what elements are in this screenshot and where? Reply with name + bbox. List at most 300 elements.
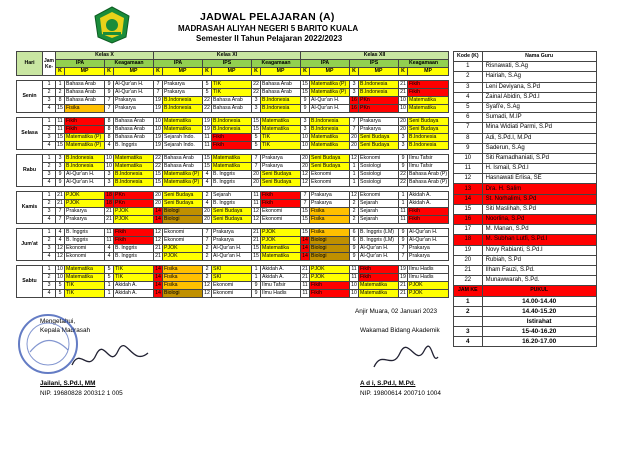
bell-pukul: 14.00-14.40 [482, 296, 596, 306]
subject-cell: Bahasa Arab [114, 126, 154, 134]
subject-cell: Fisika [163, 274, 203, 282]
subject-cell: Al-Qur'an H. [310, 97, 350, 105]
teacher-code: 2 [350, 208, 359, 216]
left-sign-title: Mengetahui, [40, 318, 76, 325]
subject-cell: Bahasa Arab [212, 97, 252, 105]
subject-cell: TIK [212, 81, 252, 89]
subject-cell: Fikih [212, 142, 252, 150]
subject-cell: Prakarya [163, 89, 203, 97]
teacher-code: 15 [454, 204, 483, 214]
subject-cell: Matematika [359, 282, 399, 290]
teacher-code: 22 [253, 81, 259, 87]
subject-cell: PJOK [408, 282, 449, 290]
teacher-code: 22 [155, 163, 161, 169]
right-sign-name: A d i, S.Pd.I, M.Pd. [360, 380, 416, 387]
subject-cell: Biologi [310, 245, 350, 253]
teacher-code: 15 [302, 216, 308, 222]
teacher-code: 14 [155, 266, 161, 272]
subject-cell: Prakarya [310, 200, 350, 208]
subject-cell: Prakarya [212, 229, 252, 237]
teacher-code: 7 [154, 89, 163, 97]
teacher-code: 22 [253, 89, 259, 95]
subject-cell: Matematika [65, 274, 105, 282]
subject-cell: TIK [65, 290, 105, 298]
subject-cell: Fikih [359, 266, 399, 274]
subject-cell: Sejarah Indo. [163, 134, 203, 142]
hari-header: Hari [17, 52, 43, 76]
jam-number: 1 [43, 266, 56, 274]
mp-header: MP [114, 68, 154, 76]
teacher-code: 10 [351, 282, 357, 288]
subject-cell: Fikih [114, 237, 154, 245]
teacher-code: 21 [57, 200, 63, 206]
jam-number: 4 [43, 290, 56, 298]
teacher-code: 21 [400, 81, 406, 87]
teacher-code: 3 [350, 81, 359, 89]
jam-number: 3 [43, 282, 56, 290]
teacher-code: 2 [203, 274, 212, 282]
teacher-code: 12 [155, 229, 161, 235]
madrasah-logo [92, 6, 132, 44]
teacher-code: 2 [350, 200, 359, 208]
teacher-code: 22 [204, 105, 210, 111]
subject-cell: Ekonomi [310, 171, 350, 179]
teacher-name: Sumadi, M.IP [482, 113, 596, 123]
subject-cell: B. Inggris (LM) [359, 229, 399, 237]
teacher-code: 9 [252, 282, 261, 290]
teacher-code: 16 [351, 105, 357, 111]
teacher-code: 11 [253, 192, 259, 198]
subject-cell: PJOK [310, 274, 350, 282]
k-header: K [203, 68, 212, 76]
bell-pukul: 16.20-17.00 [482, 337, 596, 347]
subject-cell: B.Indonesia [310, 118, 350, 126]
header-row-kelas [17, 52, 449, 60]
bell-pukul: 15-40-16.20 [482, 327, 596, 337]
teacher-row [454, 62, 597, 72]
teacher-code: 20 [253, 179, 259, 185]
schedule-row [17, 274, 449, 282]
subject-cell: Bahasa Arab (P) [409, 171, 448, 177]
jam-number: 2 [43, 126, 56, 134]
header-row-groups [17, 60, 449, 68]
subject-cell: Al-Qur'an H. [359, 245, 399, 253]
jam-number: 4 [43, 142, 56, 150]
subject-cell: Fisika [65, 105, 105, 113]
teacher-name: Adi, S.Pd.I, M.Pd [482, 133, 596, 143]
teacher-code: 11 [57, 118, 63, 124]
teacher-code: 15 [155, 179, 161, 185]
teacher-row [454, 133, 597, 143]
subject-cell: Matematika [261, 245, 301, 253]
jam-number: 2 [43, 274, 56, 282]
teacher-code: 5 [105, 266, 114, 274]
schedule-row [17, 208, 449, 216]
subject-cell: Ekonomi [65, 245, 105, 253]
teacher-code: 20 [253, 171, 259, 177]
teacher-code: 1 [105, 290, 114, 298]
schedule-row [17, 134, 449, 142]
group-header-7: Keagamaan [399, 60, 449, 68]
k-header: K [56, 68, 65, 76]
jam-number: 2 [43, 200, 56, 208]
subject-cell: Bahasa Arab [163, 155, 203, 163]
subject-cell: Fikih [212, 134, 252, 142]
teacher-name: Saderun, S.Ag [482, 143, 596, 153]
subject-cell: Fisika [163, 266, 203, 274]
teacher-code: 18 [454, 235, 483, 245]
subject-cell: Fikih [310, 290, 350, 298]
subject-cell: Ekonomi [163, 237, 203, 245]
teacher-row [454, 92, 597, 102]
subject-cell: Matematika [310, 142, 350, 150]
subject-cell: Bahasa Arab [212, 105, 252, 113]
teacher-name: Siti Ramadhaniati, S.Pd [482, 153, 596, 163]
teacher-code: 14 [302, 245, 308, 251]
kelas-xii-header: Kelas XII [301, 52, 449, 60]
k-header: K [301, 68, 310, 76]
teacher-code: 17 [454, 225, 483, 235]
subject-cell: Prakarya [261, 155, 301, 163]
day-name: Rabu [17, 155, 43, 187]
teacher-code: 16 [454, 215, 483, 225]
teacher-code: 19 [155, 142, 161, 148]
subject-cell: Akidah A. [114, 282, 154, 290]
subject-cell: PJOK [65, 192, 105, 200]
teacher-code: 3 [105, 171, 114, 179]
subject-cell: Al-Qur'an H. [212, 245, 252, 253]
jam-number: 3 [43, 97, 56, 105]
day-name: Senin [17, 81, 43, 113]
subject-cell: TIK [212, 89, 252, 97]
teacher-name: Novy Rabianti, S.Pd.I [482, 245, 596, 255]
subject-cell: Matematika [212, 155, 252, 163]
teacher-code: 10 [302, 142, 308, 148]
subject-cell: Prakarya [114, 97, 154, 105]
teacher-name: M. Subhan Lutfi, S.Pd.I [482, 235, 596, 245]
teacher-name: Ilham Fauzi, S.Pd. [482, 265, 596, 275]
subject-cell: Seni Budaya [359, 134, 399, 142]
subject-cell: B.Indonesia [261, 97, 301, 105]
subject-cell: Ekonomi [212, 282, 252, 290]
jam-header: Jam Ke- [43, 52, 56, 76]
bell-row [454, 316, 597, 326]
subject-cell: Fikih [65, 118, 105, 126]
teacher-code: 5 [454, 102, 483, 112]
teacher-code: 7 [56, 208, 65, 216]
subject-cell: Matematika (P) [310, 81, 350, 89]
subject-cell: Bahasa Arab [261, 89, 301, 97]
teacher-code: 15 [57, 105, 63, 111]
teacher-code: 4 [203, 200, 212, 208]
subject-cell: Ekonomi [212, 290, 252, 298]
teacher-code: 20 [302, 155, 308, 161]
bell-row [454, 296, 597, 306]
subject-cell: Al-Qur'an H. [65, 179, 105, 187]
subject-cell: Bahasa Arab [114, 134, 154, 142]
subject-cell: Matematika (P) [163, 171, 203, 179]
teacher-code: 3 [399, 142, 408, 150]
schedule-row [17, 155, 449, 163]
teacher-row [454, 143, 597, 153]
teacher-code: 12 [57, 245, 63, 251]
subject-cell: Prakarya [408, 245, 449, 253]
teacher-code: 2 [203, 245, 212, 253]
subject-cell: Biologi [163, 216, 203, 224]
subject-cell: Prakarya [408, 253, 449, 261]
teacher-code: 1 [350, 171, 359, 179]
group-header-1: Keagamaan [105, 60, 154, 68]
jam-number: 4 [43, 105, 56, 113]
teacher-row [454, 265, 597, 275]
teacher-code: 5 [252, 142, 261, 150]
day-name: Jum'at [17, 229, 43, 261]
teacher-code: 18 [106, 192, 112, 198]
subject-cell: Matematika [310, 134, 350, 142]
subject-cell: Ilmu Tafsir [408, 163, 449, 171]
subject-cell: Matematika [408, 97, 449, 105]
teacher-row [454, 194, 597, 204]
subject-cell: PJOK [114, 208, 154, 216]
teacher-code: 3 [252, 105, 261, 113]
subject-cell: B.Indonesia [408, 142, 449, 150]
teacher-row [454, 123, 597, 133]
page-title: JADWAL PELAJARAN (A) [200, 11, 335, 23]
subject-cell: Bahasa Arab [65, 97, 105, 105]
teacher-code: 12 [253, 208, 259, 214]
schedule-row [17, 229, 449, 237]
teacher-code: 2 [203, 266, 212, 274]
subject-cell: SKI [212, 266, 252, 274]
subject-cell: PJOK [408, 290, 449, 298]
subject-cell: B. Inggris [114, 253, 154, 261]
teacher-code: 18 [106, 200, 112, 206]
subject-cell: B.Indonesia [114, 171, 154, 179]
teacher-name: M. Manan, S.Pd [482, 225, 596, 235]
jam-number: 1 [43, 192, 56, 200]
subject-cell: Seni Budaya [408, 118, 449, 126]
teacher-code: 14 [302, 237, 308, 243]
teacher-code: 1 [252, 266, 261, 274]
teacher-code: 21 [400, 89, 406, 95]
right-sign-role: Wakamad Bidang Akademik [360, 327, 440, 334]
subject-cell: Sejarah [212, 192, 252, 200]
teacher-code: 4 [203, 171, 212, 179]
subject-cell: Prakarya [114, 105, 154, 113]
teacher-code: 15 [253, 118, 259, 124]
teacher-code: 22 [454, 276, 483, 286]
kelas-x-header: Kelas X [56, 52, 154, 60]
subject-cell: Bahasa Arab [114, 118, 154, 126]
subject-cell: Bahasa Arab (P) [409, 179, 448, 185]
teacher-code: 11 [106, 229, 112, 235]
teacher-code: 15 [253, 253, 259, 259]
jam-number: 2 [43, 163, 56, 171]
teacher-code: 3 [301, 118, 310, 126]
subject-cell: B. Inggris [212, 171, 252, 179]
teacher-code: 15 [253, 245, 259, 251]
teacher-code: 8 [105, 126, 114, 134]
subject-cell: Biologi [163, 290, 203, 298]
teacher-code: 9 [56, 171, 65, 179]
teacher-code: 7 [203, 229, 212, 237]
teacher-name: Risnawati, S.Ag [482, 62, 596, 72]
teacher-code: 15 [302, 81, 308, 87]
teacher-code: 1 [56, 81, 65, 89]
subject-cell: B. Inggris [65, 229, 105, 237]
subject-cell: Fikih [408, 81, 449, 89]
subject-cell: Seni Budaya [163, 200, 203, 208]
teacher-code: 9 [301, 105, 310, 113]
teacher-code: 11 [106, 237, 112, 243]
semester-label: Semester II Tahun Pelajaran 2022/2023 [196, 34, 343, 43]
teacher-code: 10 [57, 266, 63, 272]
teacher-code: 20 [155, 192, 161, 198]
teacher-code: 7 [301, 192, 310, 200]
schedule-row [17, 126, 449, 134]
teacher-name: Syafi'e, S.Ag [482, 102, 596, 112]
teacher-row [454, 72, 597, 82]
teacher-code: 14 [155, 290, 161, 296]
teacher-code: 6 [350, 229, 359, 237]
teacher-code: 20 [204, 208, 210, 214]
subject-cell: Matematika [261, 118, 301, 126]
teacher-row [454, 153, 597, 163]
teacher-code: 4 [105, 142, 114, 150]
teacher-code: 20 [400, 126, 406, 132]
bell-jam: 2 [454, 306, 483, 316]
teacher-code: 3 [56, 155, 65, 163]
mp-header: MP [261, 68, 301, 76]
subject-cell: Bahasa Arab [163, 163, 203, 171]
teacher-code: 7 [56, 216, 65, 224]
subject-cell: SKI [212, 274, 252, 282]
teacher-code: 7 [350, 118, 359, 126]
jam-number: 4 [43, 253, 56, 261]
teacher-code: 21 [400, 282, 406, 288]
day-name: Kamis [17, 192, 43, 224]
subject-cell: Prakarya [261, 163, 301, 171]
teacher-code: 22 [400, 171, 406, 177]
teacher-code: 4 [105, 253, 114, 261]
teacher-code: 7 [399, 245, 408, 253]
teacher-code: 10 [106, 163, 112, 169]
subject-cell: Al-Qur'an H. [408, 237, 449, 245]
day-name: Sabtu [17, 266, 43, 298]
teacher-code: 19 [155, 105, 161, 111]
schedule-row [17, 81, 449, 89]
teacher-code: 11 [204, 142, 210, 148]
header [0, 0, 638, 50]
subject-cell: Ilmu Hadis [408, 274, 449, 282]
subject-cell: B. Inggris (LM) [359, 237, 399, 245]
subject-cell: B.Indonesia [359, 81, 399, 89]
teacher-code: 21 [253, 229, 259, 235]
teacher-code: 12 [351, 192, 357, 198]
teacher-code: 12 [302, 179, 308, 185]
teacher-code: 7 [454, 123, 483, 133]
subject-cell: Akidah A. [408, 192, 449, 200]
teacher-code: 10 [351, 290, 357, 296]
teacher-code: 14 [454, 194, 483, 204]
teacher-code: 14 [155, 282, 161, 288]
teacher-name: Hairiah, S.Ag [482, 72, 596, 82]
teacher-code: 7 [399, 253, 408, 261]
right-sign-nip: NIP. 19800614 200710 1004 [360, 390, 441, 397]
teacher-code: 12 [302, 171, 308, 177]
teacher-code: 12 [454, 174, 483, 184]
teacher-code: 9 [301, 97, 310, 105]
mp-header: MP [359, 68, 399, 76]
teacher-code: 3 [301, 126, 310, 134]
teacher-code: 9 [105, 89, 114, 97]
teacher-code: 7 [252, 155, 261, 163]
teacher-code: 10 [155, 126, 161, 132]
group-header-0: IPA [56, 60, 105, 68]
subject-cell: PKn [114, 192, 154, 200]
subject-cell: Ekonomi [65, 253, 105, 261]
subject-cell: B.Indonesia [114, 179, 154, 187]
schedule-row [17, 237, 449, 245]
teacher-code: 11 [204, 134, 210, 140]
subject-cell: Sosiologi [359, 171, 399, 179]
teacher-code: 19 [400, 274, 406, 280]
teacher-code: 9 [399, 163, 408, 171]
teacher-code: 15 [155, 171, 161, 177]
teacher-name: Mina Widiati Parmi, S.Pd [482, 123, 596, 133]
subject-cell: Ilmu Hadis [408, 266, 449, 274]
nama-guru-header: Nama Guru [482, 52, 596, 62]
teacher-code: 15 [302, 89, 308, 95]
jam-number: 3 [43, 245, 56, 253]
subject-cell: Fikih [261, 192, 301, 200]
subject-cell: TIK [114, 266, 154, 274]
teacher-row [454, 102, 597, 112]
subject-cell: Biologi [310, 253, 350, 261]
teacher-name: Rubiah, S.Pd [482, 255, 596, 265]
subject-cell: B.Indonesia [163, 97, 203, 105]
subject-cell: PKn [359, 97, 399, 105]
teacher-code: 1 [350, 179, 359, 187]
teacher-row [454, 245, 597, 255]
teacher-row [454, 82, 597, 92]
bell-row [454, 337, 597, 347]
teacher-code: 15 [57, 142, 63, 148]
group-header-5: IPA [301, 60, 350, 68]
subject-cell: Ekonomi [163, 229, 203, 237]
subject-cell: Matematika [408, 105, 449, 113]
subject-cell: PJOK [261, 229, 301, 237]
subject-cell: Matematika [163, 126, 203, 134]
left-sign-name: Jailani, S.Pd.I, MM [40, 380, 96, 387]
subject-cell: TIK [261, 134, 301, 142]
teacher-code: 12 [204, 290, 210, 296]
teacher-code: 12 [155, 237, 161, 243]
schedule-row [17, 290, 449, 298]
subject-cell: TIK [114, 274, 154, 282]
subject-cell: Seni Budaya [163, 192, 203, 200]
jam-number: 1 [43, 229, 56, 237]
schedule-row [17, 171, 449, 179]
subject-cell: Bahasa Arab [65, 89, 105, 97]
teacher-code: 7 [252, 163, 261, 171]
teacher-code: 11 [400, 216, 406, 222]
subject-cell: Bahasa Arab [261, 81, 301, 89]
teacher-code: 21 [155, 253, 161, 259]
teacher-code: 9 [350, 245, 359, 253]
teacher-code: 15 [204, 163, 210, 169]
subject-cell: Fisika [310, 208, 350, 216]
